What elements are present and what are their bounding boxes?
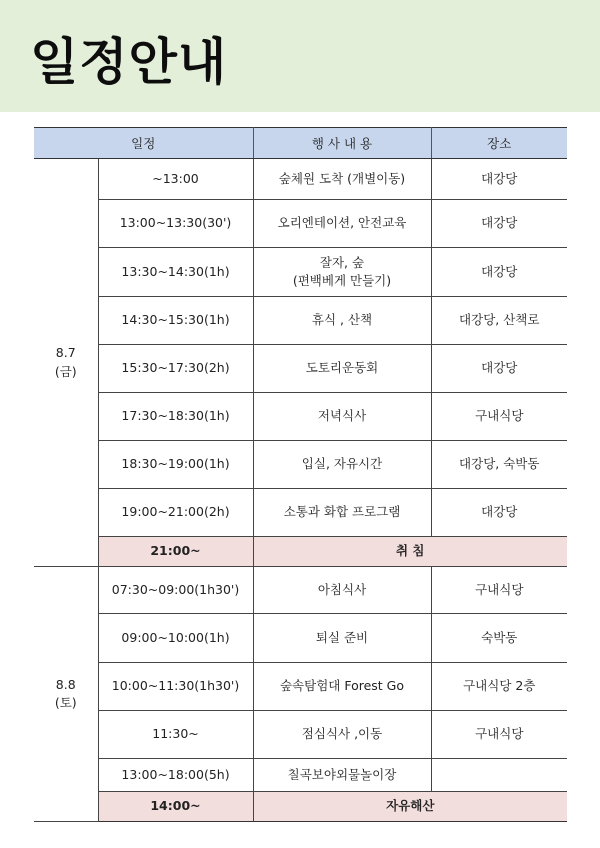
time-cell: 17:30~18:30(1h) — [98, 393, 253, 441]
table-row — [34, 248, 567, 297]
content-cell: 입실, 자유시간 — [253, 441, 431, 489]
header-place: 장소 — [431, 128, 567, 159]
place-cell: 대강당 — [431, 248, 567, 297]
time-cell: 07:30~09:00(1h30') — [98, 567, 253, 614]
place-cell: 대강당 — [431, 345, 567, 393]
table-row — [34, 489, 567, 537]
header-schedule: 일정 — [34, 128, 253, 159]
table-row — [34, 200, 567, 248]
highlight-time: 14:00~ — [98, 792, 253, 822]
place-cell: 구내식당 — [431, 567, 567, 614]
time-cell: 19:00~21:00(2h) — [98, 489, 253, 537]
highlight-content: 자유해산 — [253, 792, 567, 822]
day-cell — [34, 567, 98, 822]
table-row — [34, 567, 567, 614]
content-cell: 도토리운동회 — [253, 345, 431, 393]
table-row — [34, 159, 567, 200]
table-row — [34, 711, 567, 759]
table-row — [34, 614, 567, 663]
highlight-time: 21:00~ — [98, 537, 253, 567]
table-row — [34, 759, 567, 792]
highlight-row — [34, 792, 567, 822]
content-cell: 숲체원 도착 (개별이동) — [253, 159, 431, 200]
place-cell: 대강당 — [431, 200, 567, 248]
header-content: 행 사 내 용 — [253, 128, 431, 159]
time-cell: 09:00~10:00(1h) — [98, 614, 253, 663]
place-cell: 구내식당 — [431, 393, 567, 441]
content-cell: 아침식사 — [253, 567, 431, 614]
place-cell: 구내식당 2층 — [431, 663, 567, 711]
place-cell: 대강당, 산책로 — [431, 297, 567, 345]
table-row — [34, 441, 567, 489]
day-weekday: (금) — [54, 363, 77, 379]
time-cell: ~13:00 — [98, 159, 253, 200]
content-cell: 칠곡보야외물놀이장 — [253, 759, 431, 792]
content-cell: 퇴실 준비 — [253, 614, 431, 663]
schedule-table — [34, 127, 567, 822]
table-row — [34, 393, 567, 441]
day-cell — [34, 159, 98, 567]
time-cell: 13:00~13:30(30') — [98, 200, 253, 248]
day-weekday: (토) — [54, 695, 77, 710]
content-cell: 오리엔테이션, 안전교육 — [253, 200, 431, 248]
time-cell: 11:30~ — [98, 711, 253, 759]
content-cell: 소통과 화합 프로그램 — [253, 489, 431, 537]
time-cell: 13:00~18:00(5h) — [98, 759, 253, 792]
time-cell: 10:00~11:30(1h30') — [98, 663, 253, 711]
highlight-content: 취 침 — [253, 537, 567, 567]
header-row — [34, 128, 567, 159]
content-cell: 잘자, 숲 (편백베게 만들기) — [253, 248, 431, 297]
place-cell: 대강당 — [431, 489, 567, 537]
place-cell: 구내식당 — [431, 711, 567, 759]
time-cell: 18:30~19:00(1h) — [98, 441, 253, 489]
content-cell: 숲속탐험대 Forest Go — [253, 663, 431, 711]
highlight-row — [34, 537, 567, 567]
table-row — [34, 663, 567, 711]
day-date: 8.7 — [55, 345, 76, 361]
table-row — [34, 345, 567, 393]
time-cell: 14:30~15:30(1h) — [98, 297, 253, 345]
content-cell: 저녁식사 — [253, 393, 431, 441]
content-cell: 점심식사 ,이동 — [253, 711, 431, 759]
title-banner — [0, 0, 600, 112]
place-cell: 대강당, 숙박동 — [431, 441, 567, 489]
time-cell: 15:30~17:30(2h) — [98, 345, 253, 393]
time-cell: 13:30~14:30(1h) — [98, 248, 253, 297]
place-cell: 숙박동 — [431, 614, 567, 663]
page-title: 일정안내 — [30, 33, 228, 91]
day-date: 8.8 — [55, 676, 76, 692]
table-row — [34, 297, 567, 345]
place-cell: 대강당 — [431, 159, 567, 200]
place-cell — [431, 759, 567, 792]
content-cell: 휴식 , 산책 — [253, 297, 431, 345]
